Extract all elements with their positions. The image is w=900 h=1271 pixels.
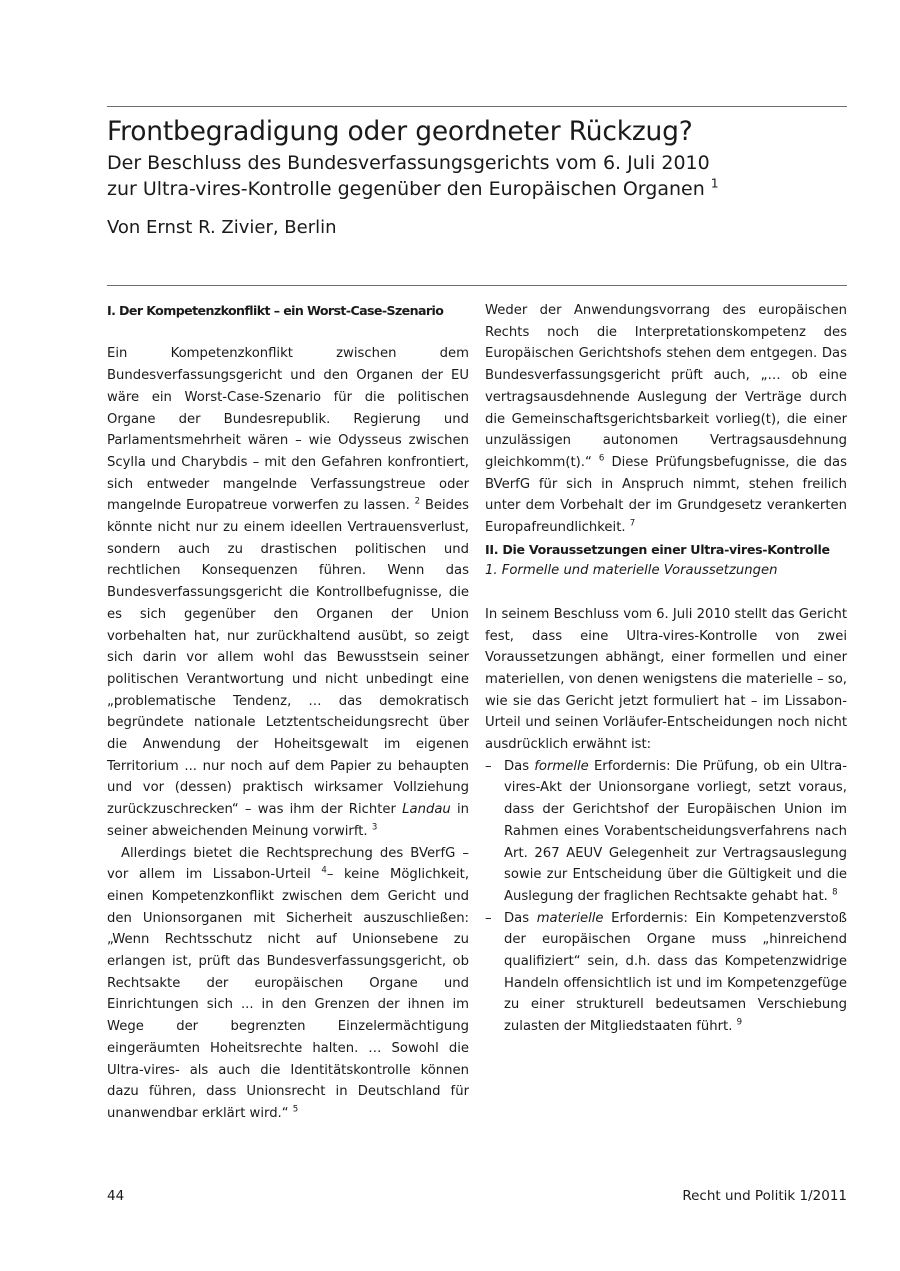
right-column — [485, 300, 847, 1038]
requirements-list — [485, 756, 847, 1038]
subtitle-line-2: zur Ultra-vires-Kontrolle gegenüber den Europäischen Organen — [107, 178, 705, 200]
paragraph: Weder der Anwendungsvorrang des europäischen Rechts noch die Interpretationskompetenz des Europäischen Gerichtshofs stehen dem entgegen. Das Bundesverfassungsgericht prüft auch, „… ob eine vertragsausdehnende Auslegung der Verträge durch die Gemeinschaftsgerichtsbarkeit vorlieg(t), die einer unzulässigen autonomen Vertragsausdehnung gleichkomm(t).“ $^6$ Diese Prüfungsbefugnisse, die das BVerfG für sich in Anspruch nimmt, stehen freilich unter dem Vorbehalt der im Grundgesetz verankerten Europafreundlichkeit. $^7$ — [485, 303, 847, 536]
emphasis: Landau — [402, 802, 451, 818]
emphasis: materielle — [536, 910, 604, 926]
list-item: – Das formelle Erfordernis: Die Prüfung, ob ein Ultra-vires-Akt der Unionsorgane vorliegt, setzt voraus, dass der Gerichtshof der Europäischen Union im Rahmen eines Vorabentscheidungsverfahrens nach Art. 267 AEUV Gelegenheit zur Vertragsauslegung sowie zur Entscheidung über die Gültigkeit und die Auslegung der fraglichen Rechtsakte gehabt hat. $^8$ — [485, 756, 847, 908]
footnote-marker: 3 — [371, 822, 378, 833]
spacer — [485, 582, 847, 604]
spacer — [107, 322, 469, 344]
article-subtitle — [107, 150, 852, 202]
footnote-marker: 5 — [292, 1104, 299, 1115]
section-heading-2: II. Die Voraussetzungen einer Ultra-vires-Kontrolle — [485, 541, 830, 557]
paragraph: Ein Kompetenzkonflikt zwischen dem Bundesverfassungsgericht und den Organen der EU wäre ein Worst-Case-Szenario für die politischen Organe der Bundesrepublik. Regierung und Parlamentsmehrheit wären – wie Odysseus zwischen Scylla und Charybdis – mit den Gefahren konfrontiert, sich entweder mangelnde Verfassungstreue oder mangelnde Europatreue vorwerfen zu lassen. $^2$ Beides könnte nicht nur zu einem ideellen Vertrauensverlust, sondern auch zu drastischen politischen und rechtlichen Konsequenzen führen. Wenn das Bundesverfassungsgericht die Kontrollbefugnisse, die es sich gegenüber den Organen der Union vorbehalten hat, nur zurückhaltend ausübt, so zeigt sich darin vor allem wohl das Bewusstsein seiner politischen Verantwortung und nicht unbedingt eine „problematische Tendenz, … das demokratisch begründete nationale Letztentscheidungsrecht über die Anwendung der Hoheitsgewalt im eigenen Territorium ... nur noch auf dem Papier zu behaupten und vor (dessen) praktisch wirksamer Vollziehung zurückzuschrecken“ – was ihm der Richter Landau in seiner abweichenden Meinung vorwirft. $^3$ — [107, 346, 469, 839]
emphasis: formelle — [534, 758, 589, 774]
paragraph: Allerdings bietet die Rechtsprechung des BVerfG – vor allem im Lissabon-Urteil $^4$– keine Möglichkeit, einen Kompetenzkonflikt zwischen dem Gericht und den Unionsorganen mit Sicherheit auszuschließen: „Wenn Rechtsschutz nicht auf Unionsebene zu erlangen ist, prüft das Bundesverfassungsgericht, ob Rechtsakte der europäischen Organe und Einrichtungen sich ... in den Grenzen der ihnen im Wege der begrenzten Einzelermächtigung eingeräumten Hoheitsrechte halten. … Sowohl die Ultra-vires- als auch die Identitätskontrolle können dazu führen, dass Unionsrecht in Deutschland für unanwendbar erklärt wird.“ $^5$ — [107, 845, 470, 1121]
top-rule — [107, 106, 847, 107]
footnote-marker: 7 — [629, 518, 636, 529]
header-rule — [107, 285, 847, 286]
list-item: – Das materielle Erfordernis: Ein Kompetenzverstoß der europäischen Organe muss „hinreichend qualifiziert“ sein, d.h. dass das Kompetenzwidrige Handeln offensichtlich ist und im Kompetenzgefüge zu einer strukturell bedeutsamen Verschiebung zulasten der Mitgliedstaaten führt. $^9$ — [485, 908, 847, 1038]
subtitle-line-1: Der Beschluss des Bundesverfassungsgerichts vom 6. Juli 2010 — [107, 152, 710, 174]
section-heading-1: I. Der Kompetenzkonflikt – ein Worst-Case-Szenario — [107, 303, 444, 318]
article-header — [107, 116, 852, 239]
footnote-marker: 9 — [736, 1017, 743, 1028]
footnote-marker: 6 — [598, 453, 605, 464]
paragraph: In seinem Beschluss vom 6. Juli 2010 stellt das Gericht fest, dass eine Ultra-vires-Kontrolle von zwei Voraussetzungen abhängt, einer formellen und einer materiellen, von denen wenigstens die materielle – so, wie sie das Gericht jetzt formuliert hat – im Lissabon-Urteil und seinen Vorläufer-Entscheidungen noch nicht ausdrücklich erwähnt ist: — [485, 606, 847, 753]
page-number: 44 — [107, 1188, 125, 1204]
subsection-heading: 1. Formelle und materielle Voraussetzungen — [485, 563, 778, 579]
left-column — [107, 300, 469, 1125]
footnote-marker: 4 — [321, 865, 327, 876]
footnote-marker: 2 — [414, 496, 421, 507]
footnote-marker: 8 — [832, 887, 838, 898]
footnote-marker: 1 — [710, 176, 719, 191]
journal-reference: Recht und Politik 1/2011 — [682, 1188, 847, 1204]
article-title: Frontbegradigung oder geordneter Rückzug? — [107, 116, 693, 147]
article-author: Von Ernst R. Zivier, Berlin — [107, 217, 337, 238]
